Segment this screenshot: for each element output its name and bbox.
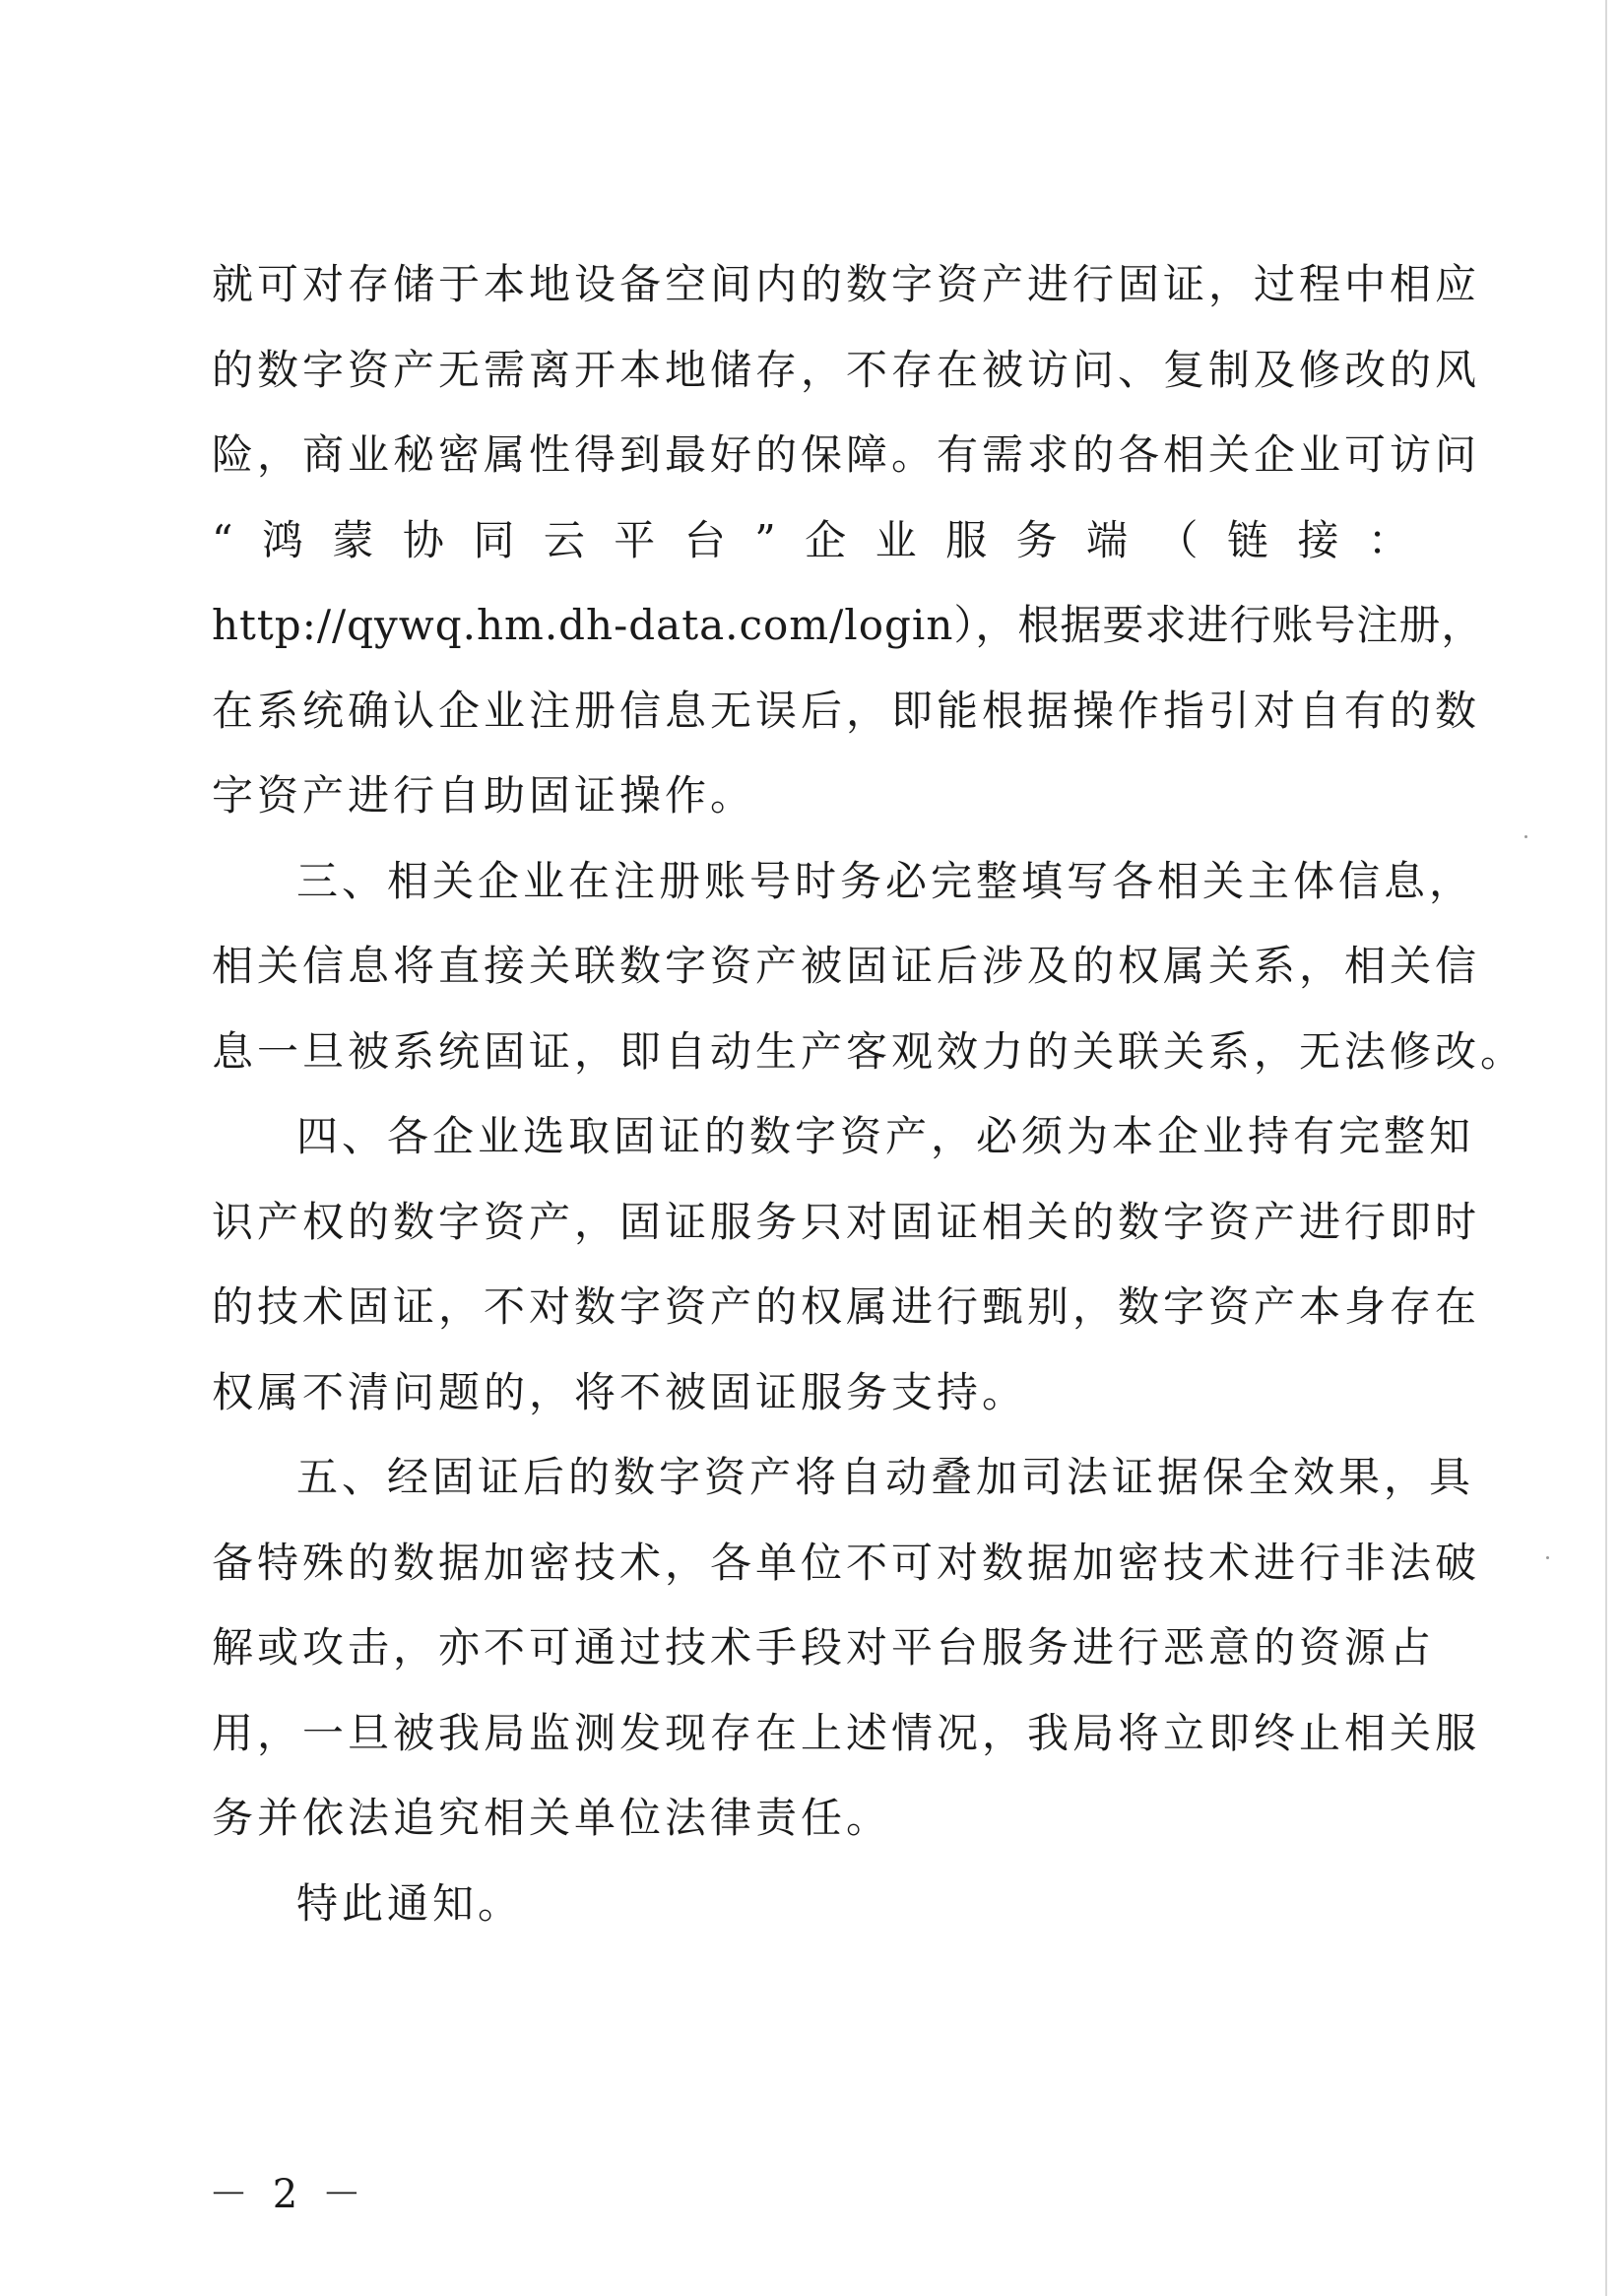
platform-quote-open: “	[212, 515, 237, 564]
char: 服	[945, 515, 992, 564]
platform-quote-close: ”	[754, 515, 780, 564]
text-line: 四、各企业选取固证的数字资产，必须为本企业持有完整知	[296, 1112, 1475, 1160]
text-line: 相关信息将直接关联数字资产被固证后涉及的权属关系，相关信	[212, 942, 1481, 990]
char: 平	[614, 515, 660, 564]
char: 台	[683, 515, 730, 564]
text-line: 务并依法追究相关单位法律责任。	[212, 1794, 892, 1842]
char: 链	[1226, 515, 1272, 564]
char: 业	[875, 515, 921, 564]
text-line: 识产权的数字资产，固证服务只对固证相关的数字资产进行即时	[212, 1197, 1481, 1246]
scan-speck	[1546, 1556, 1549, 1559]
text-line: 险，商业秘密属性得到最好的保障。有需求的各相关企业可访问	[212, 430, 1481, 479]
text-line: 字资产进行自助固证操作。	[212, 771, 756, 820]
char: 协	[402, 515, 448, 564]
char: 端	[1086, 515, 1133, 564]
text-line: 的数字资产无需离开本地储存，不存在被访问、复制及修改的风	[212, 345, 1481, 394]
text-line: 解或攻击，亦不可通过技术手段对平台服务进行恶意的资源占	[212, 1623, 1436, 1672]
char: 同	[473, 515, 519, 564]
text-line: 五、经固证后的数字资产将自动叠加司法证据保全效果，具	[296, 1453, 1475, 1501]
login-url-line: http://qywq.hm.dh-data.com/login），根据要求进行账号注册，	[212, 601, 1484, 649]
text-line: 权属不清问题的，将不被固证服务支持。	[212, 1367, 1028, 1416]
text-line: 的技术固证，不对数字资产的权属进行甄别，数字资产本身存在	[212, 1282, 1481, 1331]
closing-statement: 特此通知。	[296, 1878, 524, 1928]
char: 蒙	[332, 515, 378, 564]
body-text	[212, 242, 1526, 1946]
char: ：	[1367, 515, 1413, 564]
text-line: 三、相关企业在注册账号时务必完整填写各相关主体信息，	[296, 856, 1475, 905]
page-number: － 2 －	[209, 2172, 367, 2217]
text-line: 在系统确认企业注册信息无误后，即能根据操作指引对自有的数	[212, 686, 1481, 735]
scan-speck	[1524, 835, 1527, 838]
text-line: 息一旦被系统固证，即自动生产客观效力的关联关系，无法修改。	[212, 1026, 1526, 1076]
char: （	[1156, 515, 1202, 564]
scan-edge-line	[1605, 0, 1607, 2296]
char: 接	[1297, 515, 1343, 564]
text-line: 就可对存储于本地设备空间内的数字资产进行固证，过程中相应	[212, 260, 1481, 308]
text-line: 用，一旦被我局监测发现存在上述情况，我局将立即终止相关服	[212, 1708, 1481, 1757]
char: 云	[543, 515, 589, 564]
char: 务	[1015, 515, 1062, 564]
text-line: 备特殊的数据加密技术，各单位不可对数据加密技术进行非法破	[212, 1538, 1481, 1587]
char: 鸿	[261, 515, 307, 564]
char: 企	[805, 515, 851, 564]
text-line-justified	[212, 498, 1413, 584]
